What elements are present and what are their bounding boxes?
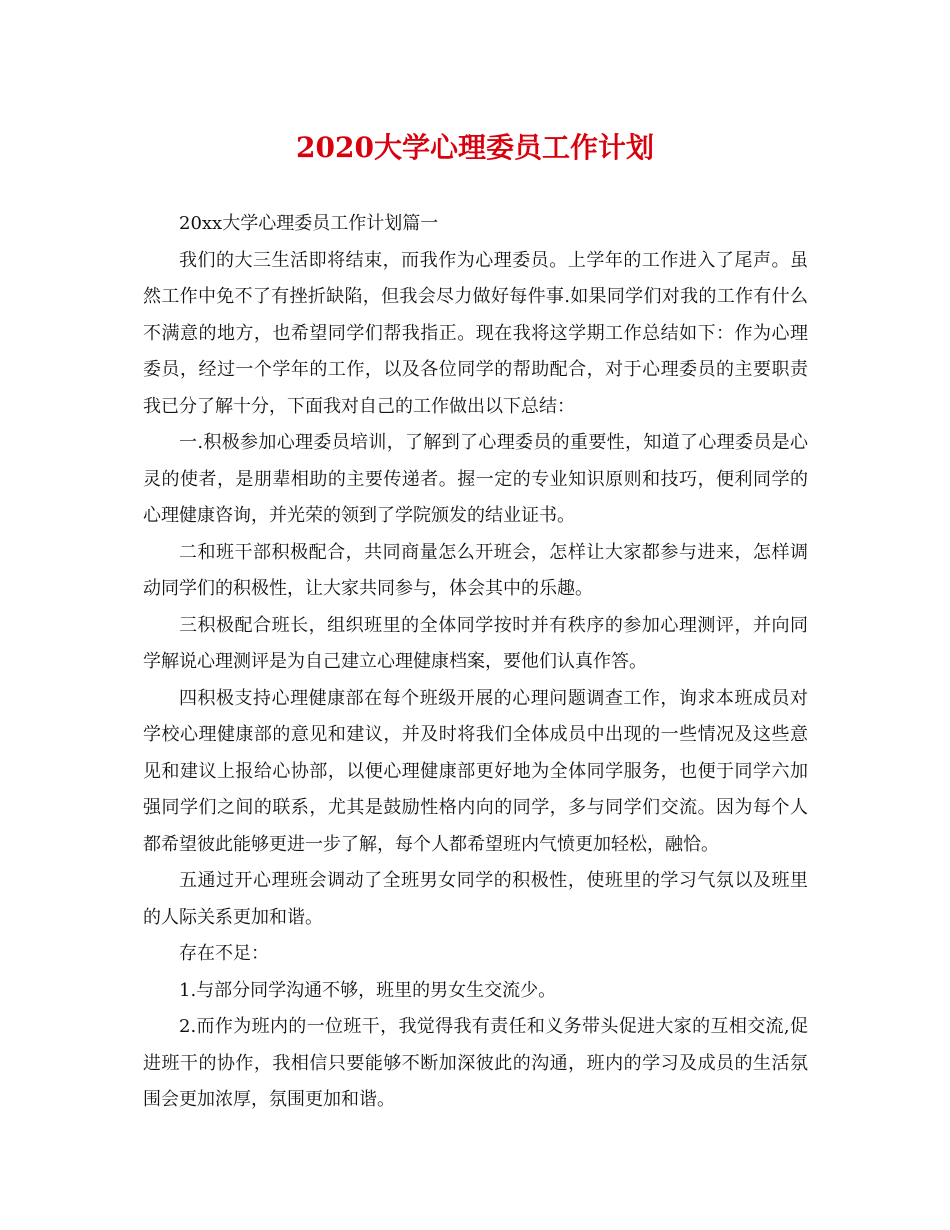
- shortcoming-1: 1.与部分同学沟通不够，班里的男女生交流少。: [179, 979, 557, 1001]
- paragraph-item-2: 二和班干部积极配合，共同商量怎么开班会，怎样让大家都参与进来，怎样调动同学们的积极性，让大家共同参与，体会其中的乐趣。: [143, 541, 808, 599]
- paragraph-item-4: 四积极支持心理健康部在每个班级开展的心理问题调查工作，询求本班成员对学校心理健康部的意见和建议，并及时将我们全体成员中出现的一些情况及这些意见和建议上报给心协部，以便心理健康部更好地为全体同学服务，也便于同学六加强同学们之间的联系，尤其是鼓励性格内向的同学，多与同学们交流。因为每个人都希望彼此能够更进一步了解，每个人都希望班内气愤更加轻松，融恰。: [143, 687, 808, 855]
- paragraph-item-5: 五通过开心理班会调动了全班男女同学的积极性，使班里的学习气氛以及班里的人际关系更加和谐。: [143, 870, 808, 928]
- section-heading: 20xx大学心理委员工作计划篇一: [179, 213, 439, 234]
- document-title: 2020大学心理委员工作计划: [296, 131, 654, 164]
- paragraph-intro: 我们的大三生活即将结束，而我作为心理委员。上学年的工作进入了尾声。虽然工作中免不了有挫折缺陷，但我会尽力做好每件事.如果同学们对我的工作有什么不满意的地方，也希望同学们帮我指正。现在我将这学期工作总结如下：作为心理委员，经过一个学年的工作，以及各位同学的帮助配合，对于心理委员的主要职责我已分了解十分，下面我对自己的工作做出以下总结：: [143, 249, 808, 417]
- shortcomings-heading: 存在不足：: [179, 943, 269, 964]
- paragraph-item-3: 三积极配合班长，组织班里的全体同学按时并有秩序的参加心理测评，并向同学解说心理测评是为自己建立心理健康档案，要他们认真作答。: [143, 614, 808, 672]
- paragraph-item-1: 一.积极参加心理委员培训，了解到了心理委员的重要性，知道了心理委员是心灵的使者，是朋辈相助的主要传递者。握一定的专业知识原则和技巧，便利同学的心理健康咨询，并光荣的领到了学院颁发的结业证书。: [143, 432, 808, 526]
- document-body: [143, 206, 808, 1119]
- shortcoming-2: 2.而作为班内的一位班干，我觉得我有责任和义务带头促进大家的互相交流,促进班干的协作，我相信只要能够不断加深彼此的沟通，班内的学习及成员的生活氛围会更加浓厚，氛围更加和谐。: [143, 1016, 808, 1110]
